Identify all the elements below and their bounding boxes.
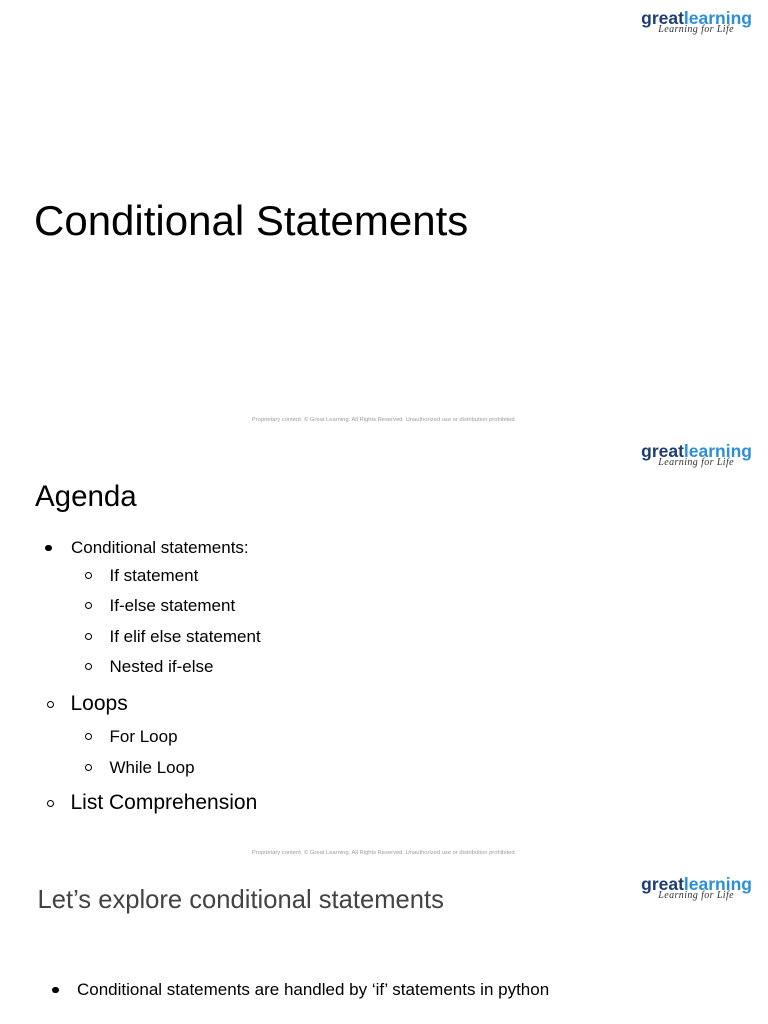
agenda-item (0, 658, 768, 679)
footer-notice: Proprietary content. © Great Learning. All Rights Reserved. Unauthorized use or distribution prohibited. (251, 416, 517, 423)
slide-title: Let’s explore conditional statements (37, 886, 444, 915)
logo-word-great: great (641, 8, 684, 28)
greatlearning-logo (632, 443, 752, 473)
agenda-item-text: For Loop (109, 726, 178, 746)
bullet-circle-icon (47, 800, 54, 807)
list-item-text: Conditional statements are handled by ‘if’ statements in python (77, 979, 550, 999)
agenda-item (0, 539, 768, 560)
logo-word-great: great (641, 441, 684, 461)
slide-title: Conditional Statements (34, 197, 469, 244)
agenda-item-text: If statement (109, 565, 199, 585)
bullet-disc-icon (52, 987, 59, 994)
logo-word-great: great (641, 874, 684, 894)
footer-notice: Proprietary content. © Great Learning. All Rights Reserved. Unauthorized use or distribution prohibited. (251, 849, 517, 856)
list-item (0, 981, 768, 1002)
logo-tagline: Learning for Life (658, 23, 734, 35)
agenda-item (0, 728, 768, 749)
agenda-item-text: Conditional statements: (71, 537, 249, 557)
bullet-circle-icon (85, 633, 92, 640)
agenda-item (0, 693, 768, 714)
bullet-disc-icon (45, 545, 52, 552)
bullet-circle-icon (85, 663, 92, 670)
greatlearning-logo (632, 10, 752, 40)
bullet-circle-icon (85, 602, 92, 609)
agenda-item-text: If elif else statement (109, 626, 261, 646)
logo-tagline: Learning for Life (658, 456, 734, 468)
logo-tagline: Learning for Life (658, 889, 734, 901)
agenda-item (0, 567, 768, 588)
slide-explore-conditional-statements (0, 866, 768, 1024)
agenda-item-text: If-else statement (109, 595, 236, 615)
agenda-item (0, 597, 768, 618)
logo-word-learning: learning (683, 441, 752, 461)
slide-title-conditional-statements (0, 0, 768, 433)
agenda-item-text: Loops (70, 692, 128, 716)
agenda-item-text: While Loop (109, 757, 195, 777)
logo-word-learning: learning (683, 8, 752, 28)
bullet-circle-icon (85, 572, 92, 579)
slide-agenda (0, 433, 768, 866)
bullet-circle-icon (85, 764, 92, 771)
logo-word-learning: learning (683, 874, 752, 894)
greatlearning-logo (632, 876, 752, 906)
agenda-item (0, 628, 768, 649)
agenda-item-text: Nested if-else (109, 656, 214, 676)
bullet-circle-icon (47, 701, 54, 708)
slide-title: Agenda (35, 480, 137, 513)
agenda-item (0, 792, 768, 813)
agenda-item (0, 759, 768, 780)
bullet-circle-icon (85, 733, 92, 740)
agenda-item-text: List Comprehension (70, 791, 258, 815)
